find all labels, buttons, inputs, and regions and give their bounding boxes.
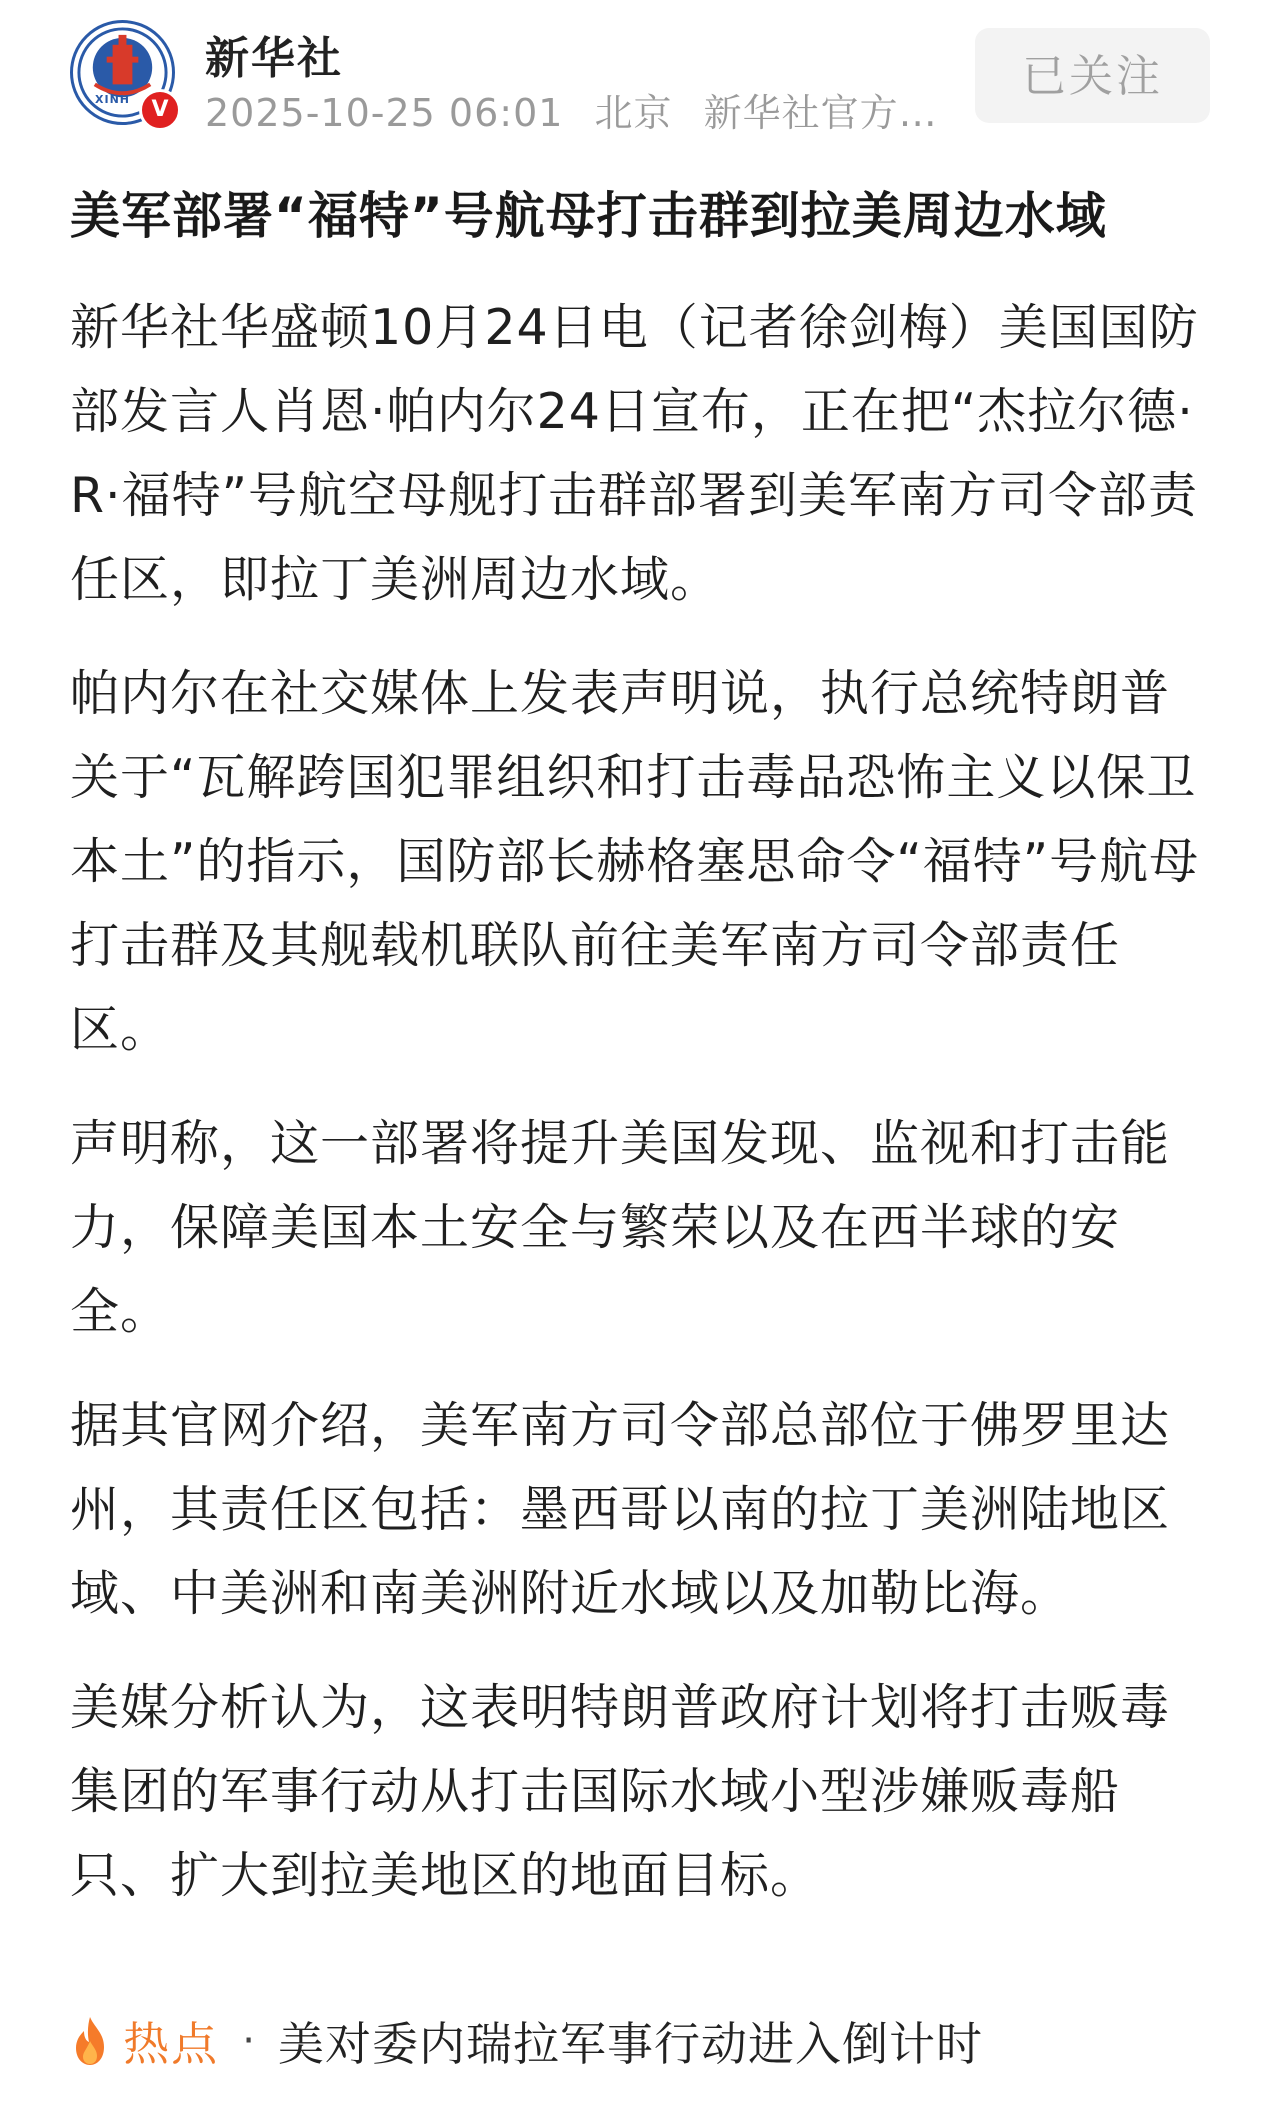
post-timestamp: 2025-10-25 06:01 <box>205 91 564 135</box>
article-paragraph: 帕内尔在社交媒体上发表声明说，执行总统特朗普关于“瓦解跨国犯罪组织和打击毒品恐怖主义以保卫本土”的指示，国防部长赫格塞思命令“福特”号航母打击群及其舰载机联队前往美军南方司令部责任区。 <box>70 665 1200 1058</box>
article-headline: 美军部署“福特”号航母打击群到拉美周边水域 <box>70 187 1107 245</box>
author-name[interactable]: 新华社 <box>205 33 343 84</box>
follow-button[interactable]: 已关注 <box>975 28 1210 123</box>
article-paragraph: 新华社华盛顿10月24日电（记者徐剑梅）美国国防部发言人肖恩·帕内尔24日宣布，正在把“杰拉尔德·R·福特”号航空母舰打击群部署到美军南方司令部责任区，即拉丁美洲周边水域。 <box>70 299 1199 608</box>
hot-topic-separator: · <box>242 2018 255 2064</box>
hot-topic-label: 热点 <box>123 2017 220 2071</box>
post-source: 新华社官方… <box>703 91 938 135</box>
post-header <box>70 20 1210 135</box>
hot-topic-link[interactable]: 美对委内瑞拉军事行动进入倒计时 <box>278 2017 983 2071</box>
article-body <box>70 180 1210 1948</box>
flame-icon <box>70 2015 110 2067</box>
article-paragraph: 声明称，这一部署将提升美国发现、监视和打击能力，保障美国本土安全与繁荣以及在西半球的安全。 <box>70 1115 1171 1340</box>
article-paragraph: 据其官网介绍，美军南方司令部总部位于佛罗里达州，其责任区包括：墨西哥以南的拉丁美洲陆地区域、中美洲和南美洲附近水域以及加勒比海。 <box>70 1397 1171 1622</box>
avatar-logo-text: XINH <box>95 93 130 106</box>
avatar[interactable] <box>70 20 175 125</box>
post-meta <box>205 82 956 137</box>
hot-topic-bar[interactable] <box>70 2008 1250 2078</box>
verified-badge: V <box>139 89 181 131</box>
post-location: 北京 <box>594 91 673 135</box>
article-paragraph: 美媒分析认为，这表明特朗普政府计划将打击贩毒集团的军事行动从打击国际水域小型涉嫌贩毒船只、扩大到拉美地区的地面目标。 <box>70 1679 1171 1904</box>
